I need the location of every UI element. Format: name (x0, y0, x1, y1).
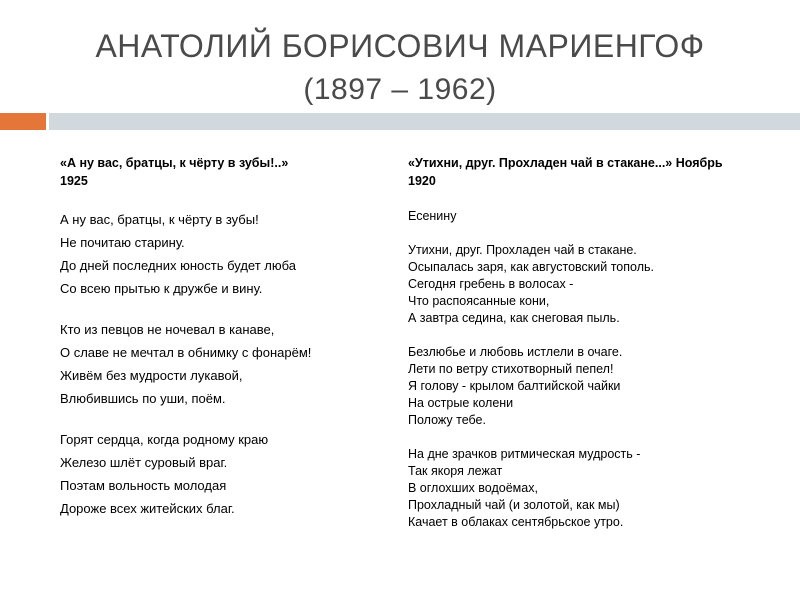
poem-line: Кто из певцов не ночевал в канаве, (60, 322, 275, 337)
stanza-gap (60, 410, 370, 428)
poem-line: Влюбившись по уши, поём. (60, 391, 226, 406)
poem-line: А завтра седина, как снеговая пыль. (408, 311, 620, 325)
poem-line: Сегодня гребень в волосах - (408, 277, 574, 291)
right-column (408, 154, 788, 531)
poem-line: Горят сердца, когда родному краю (60, 432, 269, 447)
left-poem-year: 1925 (60, 174, 88, 188)
left-poem-heading (60, 154, 370, 190)
poem-line: До дней последних юность будет люба (60, 258, 296, 273)
poem-line: А ну вас, братцы, к чёрту в зубы! (60, 212, 259, 227)
poem-line: О славе не мечтал в обнимку с фонарём! (60, 345, 312, 360)
accent-bar (0, 113, 46, 130)
poem-line: Прохладный чай (и золотой, как мы) (408, 498, 620, 512)
stanza-gap (408, 327, 788, 344)
right-poem-year: 1920 (408, 174, 436, 188)
poem-line: Со всею прытью к дружбе и вину. (60, 281, 263, 296)
stanza-gap (60, 300, 370, 318)
poem-line: В оглохших водоёмах, (408, 481, 538, 495)
left-poem-title: «А ну вас, братцы, к чёрту в зубы!..» (60, 156, 289, 170)
poem-line: На острые колени (408, 396, 514, 410)
poem-line: Не почитаю старину. (60, 235, 185, 250)
right-poem-text (408, 208, 788, 531)
poem-dedication: Есенину (408, 209, 457, 223)
poem-line: Лети по ветру стихотворный пепел! (408, 362, 614, 376)
title-name: АНАТОЛИЙ БОРИСОВИЧ МАРИЕНГОФ (95, 28, 705, 64)
poem-line: Утихни, друг. Прохладен чай в стакане. (408, 243, 637, 257)
title-years: (1897 – 1962) (303, 73, 497, 106)
poem-line: На дне зрачков ритмическая мудрость - (408, 447, 641, 461)
stanza-gap (408, 225, 788, 242)
poem-line: Что распоясанные кони, (408, 294, 550, 308)
poem-line: Качает в облаках сентябрьское утро. (408, 515, 624, 529)
poem-line: Так якоря лежат (408, 464, 503, 478)
poem-line: Живём без мудрости лукавой, (60, 368, 243, 383)
left-column (60, 154, 370, 520)
poem-line: Положу тебе. (408, 413, 486, 427)
poem-line: Дороже всех житейских благ. (60, 501, 235, 516)
right-poem-heading (408, 154, 788, 190)
stanza-gap (408, 429, 788, 446)
poem-line: Безлюбье и любовь истлели в очаге. (408, 345, 623, 359)
divider-bar (49, 113, 800, 130)
poem-line: Железо шлёт суровый враг. (60, 455, 228, 470)
poem-line: Я голову - крылом балтийской чайки (408, 379, 621, 393)
slide-title (40, 24, 760, 112)
left-poem-text (60, 208, 370, 520)
right-poem-title: «Утихни, друг. Прохладен чай в стакане...» Ноябрь (408, 156, 723, 170)
poem-line: Поэтам вольность молодая (60, 478, 227, 493)
poem-line: Осыпалась заря, как августовский тополь. (408, 260, 654, 274)
